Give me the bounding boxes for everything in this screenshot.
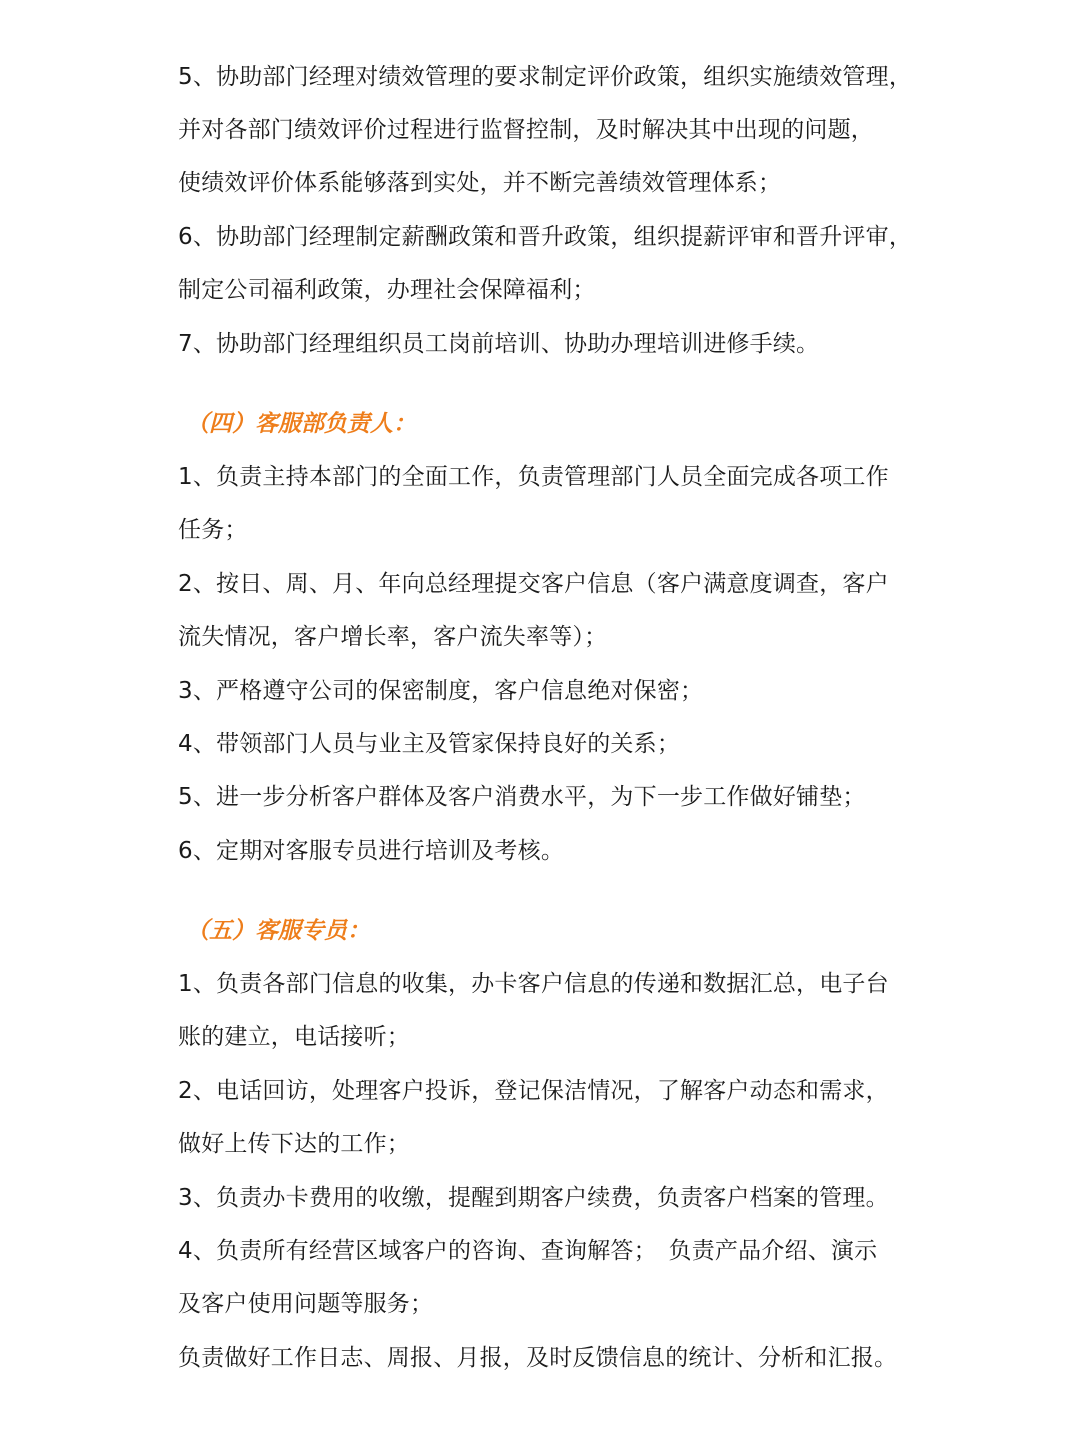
cs-manager-duty-line: 1、负责主持本部门的全面工作，负责管理部门人员全面完成各项工作 [178, 464, 889, 490]
cs-manager-heading: （四）客服部负责人： [186, 411, 416, 437]
cs-specialist-duty-line: 2、电话回访，处理客户投诉，登记保洁情况，了解客户动态和需求， [178, 1078, 889, 1104]
cs-specialist-duty-line: 做好上传下达的工作； [178, 1131, 410, 1157]
cs-manager-duty-line: 3、严格遵守公司的保密制度，客户信息绝对保密； [178, 678, 704, 704]
cs-manager-duty-line: 任务； [178, 517, 248, 543]
hr-duty-line: 7、协助部门经理组织员工岗前培训、协助办理培训进修手续。 [178, 331, 820, 357]
hr-duty-line: 5、协助部门经理对绩效管理的要求制定评价政策，组织实施绩效管理， [178, 64, 913, 90]
cs-specialist-duty-line: 4、负责所有经营区域客户的咨询、查询解答； 负责产品介绍、演示 [178, 1238, 878, 1264]
cs-manager-duty-line: 4、带领部门人员与业主及管家保持良好的关系； [178, 731, 681, 757]
cs-specialist-duty-line: 及客户使用问题等服务； [178, 1291, 434, 1317]
hr-duty-line: 制定公司福利政策，办理社会保障福利； [178, 277, 596, 303]
cs-specialist-duty-line: 1、负责各部门信息的收集，办卡客户信息的传递和数据汇总，电子台 [178, 971, 889, 997]
cs-manager-duty-line: 流失情况，客户增长率，客户流失率等）； [178, 624, 608, 650]
hr-duty-line: 6、协助部门经理制定薪酬政策和晋升政策，组织提薪评审和晋升评审， [178, 224, 913, 250]
hr-duty-line: 使绩效评价体系能够落到实处，并不断完善绩效管理体系； [178, 170, 782, 196]
cs-manager-duty-line: 6、定期对客服专员进行培训及考核。 [178, 838, 565, 864]
cs-manager-duty-line: 2、按日、周、月、年向总经理提交客户信息（客户满意度调查，客户 [178, 571, 889, 597]
cs-specialist-duty-line: 账的建立，电话接听； [178, 1024, 410, 1050]
cs-specialist-duty-line: 3、负责办卡费用的收缴，提醒到期客户续费，负责客户档案的管理。 [178, 1185, 889, 1211]
cs-specialist-duty-line: 负责做好工作日志、周报、月报，及时反馈信息的统计、分析和汇报。 [178, 1345, 898, 1371]
hr-duty-line: 并对各部门绩效评价过程进行监督控制，及时解决其中出现的问题， [178, 117, 874, 143]
cs-manager-duty-line: 5、进一步分析客户群体及客户消费水平，为下一步工作做好铺垫； [178, 784, 866, 810]
cs-specialist-heading: （五）客服专员： [186, 918, 370, 944]
